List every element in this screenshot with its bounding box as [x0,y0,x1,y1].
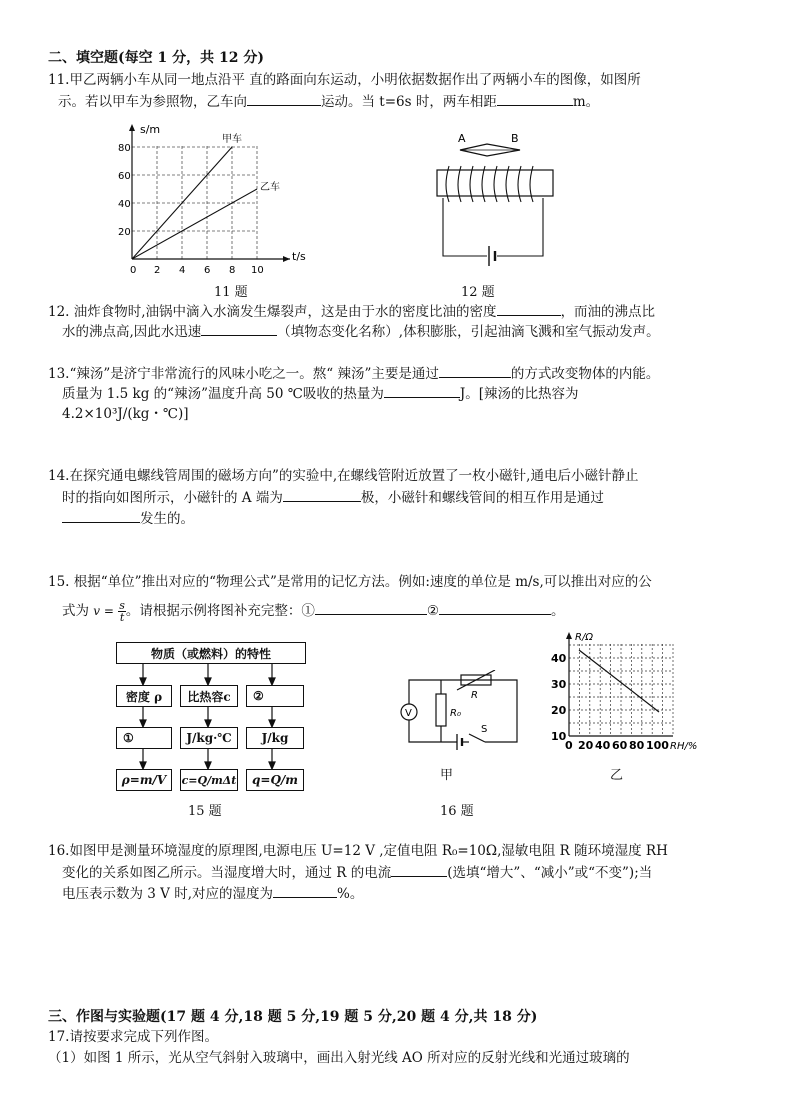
q13-line1 [48,363,659,384]
rh-x-tick-20: 20 [578,739,594,752]
q16-text-2b: (选填“增大”、“减小”或“不变”);当 [447,865,653,881]
formula-denominator: t [119,611,125,624]
rh-curve [579,650,659,712]
q14-text-2a: 时的指向如图所示，小磁针的 A 端为 [62,490,283,506]
q11-line2 [58,91,599,112]
series-yi-label: 乙车 [260,182,280,193]
y-tick-60: 60 [118,171,131,182]
flow-blank-1-box: ① [116,727,172,749]
rh-x-tick-80: 80 [629,739,645,752]
voltmeter-label: V [405,708,412,719]
q15-text-2c: ② [426,603,440,619]
speed-formula-fraction [118,600,126,623]
q11-text-a: 示。若以甲车为参照物，乙车向 [58,94,247,110]
q16-line2 [62,862,652,883]
q12-blank-1[interactable] [497,301,561,316]
q13-blank-2[interactable] [384,383,460,398]
flow-formula-rho-box: ρ=m/V [116,769,172,791]
x-tick-4: 4 [179,265,186,276]
y-tick-20: 20 [118,227,131,238]
q12-line1 [48,301,655,322]
q16-caption: 16 题 [440,804,474,819]
q17-line1: 17.请按要求完成下列作图。 [48,1029,218,1045]
r-label: R [471,690,478,701]
flow-formula-c-box: c=Q/mΔt [180,769,238,791]
rh-y-tick-10: 10 [551,730,567,743]
q11-blank-1[interactable] [247,91,321,106]
flow-density-box: 密度 ρ [116,685,172,707]
switch-lever [469,734,485,742]
flow-unit-c-box: J/kg·℃ [180,727,238,749]
q12-text-1b: ，而油的沸点比 [560,304,656,320]
q14-line3 [62,508,194,529]
flow-unit-q-box: J/kg [246,727,304,749]
q15-caption: 15 题 [188,804,222,819]
q11-text-c: m。 [572,94,600,110]
q16-text-3a: 电压表示数为 3 V 时,对应的湿度为 [62,886,274,902]
q13-text-2b: J。[辣汤的比热容为 [459,386,579,402]
q11-x-label: t/s [292,250,306,263]
x-tick-10: 10 [251,265,264,276]
flow-blank-2-box: ② [246,685,304,707]
q16-text-2a: 变化的关系如图乙所示。当湿度增大时，通过 R 的电流 [62,865,392,881]
q15-text-2d: 。 [551,603,565,619]
q16-line1: 16.如图甲是测量环境湿度的原理图,电源电压 U=12 V ,定值电阻 R₀=10Ω,湿敏电阻 R 随环境湿度 RH [48,843,668,859]
rh-x-label: RH/% [670,741,698,752]
series-jia-label: 甲车 [222,134,242,145]
x-tick-0: 0 [130,265,137,276]
x-tick-2: 2 [154,265,161,276]
rh-y-tick-40: 40 [551,652,567,665]
q16-line3 [62,883,363,904]
q14-blank-2[interactable] [62,508,140,523]
q16-text-3b: %。 [337,886,364,902]
rh-y-label: R/Ω [575,632,593,643]
graph-yi-label: 乙 [610,768,624,783]
y-tick-40: 40 [118,199,131,210]
q13-blank-1[interactable] [439,363,511,378]
flow-formula-q-box: q=Q/m [246,769,304,791]
q13-text-1b: 的方式改变物体的内能。 [510,366,660,382]
rh-x-tick-40: 40 [595,739,611,752]
q14-line2 [62,487,604,508]
q11-st-graph [110,118,320,283]
circuit-jia-label: 甲 [440,768,454,783]
rh-x-tick-100: 100 [646,739,669,752]
q14-blank-1[interactable] [283,487,361,502]
section-3-title: 三、作图与实验题(17 题 4 分,18 题 5 分,19 题 5 分,20 题 4 分,共 18 分) [48,1009,538,1025]
r0-label: R₀ [450,708,461,719]
switch-label: S [481,724,488,735]
q11-caption: 11 题 [214,285,248,300]
q13-text-2a: 质量为 1.5 kg 的“辣汤”温度升高 50 ℃吸收的热量为 [62,386,384,402]
q13-line2 [62,383,579,404]
q15-line1: 15. 根据“单位”推出对应的“物理公式”是常用的记忆方法。例如:速度的单位是 m/s,可以推出对应的公 [48,574,652,590]
q13-line3: 4.2×10³J/(kg・℃)] [62,406,189,422]
q15-blank-2[interactable] [439,600,551,615]
flow-top-box: 物质（或燃料）的特性 [116,642,306,664]
r0-resistor [436,694,446,726]
section-2-title: 二、填空题(每空 1 分，共 12 分) [48,50,264,66]
q16-blank-1[interactable] [391,862,447,877]
solenoid-coil [446,166,533,202]
q14-text-3: 发生的。 [140,511,194,527]
q16-blank-2[interactable] [273,883,337,898]
q12-blank-2[interactable] [201,321,277,336]
q12-text-1a: 12. 油炸食物时,油锅中滴入水滴发生爆裂声，这是由于水的密度比油的密度 [48,304,497,320]
q12-solenoid-figure [425,128,565,278]
compass-a-label: A [458,132,466,145]
q15-line2 [62,598,565,624]
formula-lhs: v = [93,604,114,618]
x-tick-6: 6 [204,265,211,276]
q13-text-1a: 13.“辣汤”是济宁非常流行的风味小吃之一。熬“ 辣汤”主要是通过 [48,366,439,382]
rh-y-tick-30: 30 [551,678,567,691]
q15-text-2a: 式为 [62,603,89,619]
formula-numerator: s [119,599,125,612]
x-tick-8: 8 [229,265,236,276]
y-tick-80: 80 [118,143,131,154]
compass-b-label: B [511,132,519,145]
series-yi-line [132,189,257,259]
q15-blank-1[interactable] [315,600,427,615]
q15-text-2b: 。请根据示例将图补充完整：① [125,603,315,619]
q16-circuit-diagram [395,670,525,760]
q16-rh-graph [545,628,715,758]
rh-y-tick-20: 20 [551,704,567,717]
q14-line1: 14.在探究通电螺线管周围的磁场方向”的实验中,在螺线管附近放置了一枚小磁针,通电后小磁针静止 [48,468,639,484]
flow-specific-heat-box: 比热容c [180,685,238,707]
q12-line2 [62,321,660,342]
q12-text-2b: （填物态变化名称）,体积膨胀，引起油滴飞溅和室气振动发声。 [277,324,660,340]
rh-x-tick-0: 0 [565,739,573,752]
q11-y-label: s/m [140,123,161,136]
rh-x-tick-60: 60 [612,739,628,752]
q17-line2: （1）如图 1 所示，光从空气斜射入玻璃中，画出入射光线 AO 所对应的反射光线和光通过玻璃的 [48,1050,630,1066]
q11-text-b: 运动。当 t=6s 时，两车相距 [321,94,497,110]
q12-caption: 12 题 [461,285,495,300]
q11-blank-2[interactable] [497,91,573,106]
q14-text-2b: 极，小磁针和螺线管间的相互作用是通过 [360,490,604,506]
q12-text-2a: 水的沸点高,因此水迅速 [62,324,202,340]
q11-line1: 11.甲乙两辆小车从同一地点沿平 直的路面向东运动，小明依据数据作出了两辆小车的图像，如图所 [48,72,641,88]
